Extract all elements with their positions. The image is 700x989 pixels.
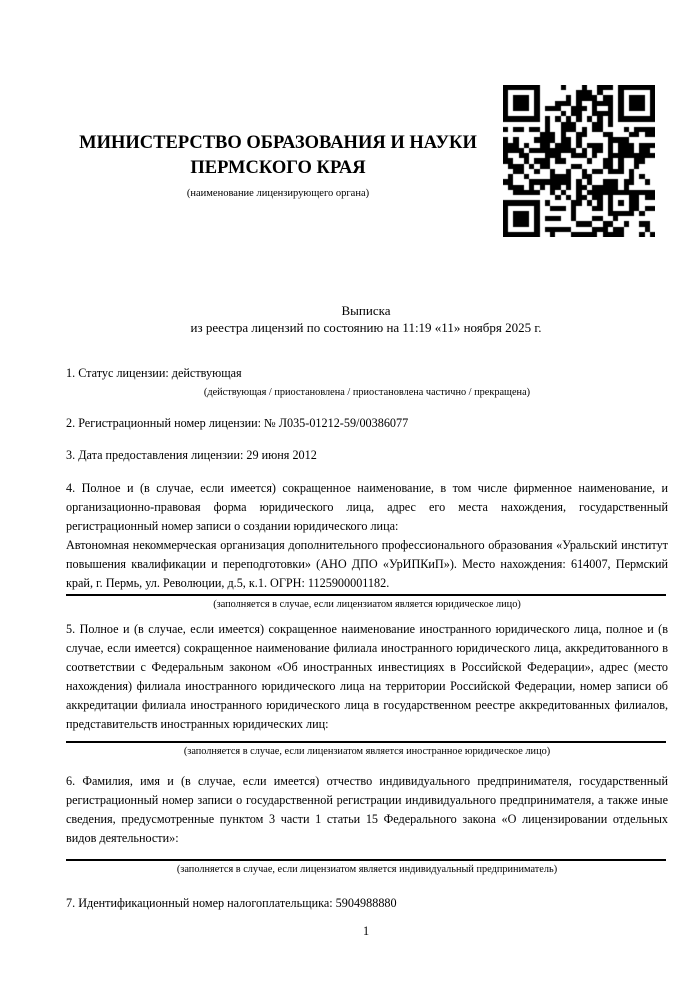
item-4-question: 4. Полное и (в случае, если имеется) сокращенное наименование, в том числе фирменное наименование, и организационно-правовая форма юридического лица, адрес его места нахождения, государственный регистрационный номер записи о создании юридического лица: [66, 481, 668, 533]
ministry-name-line-1: МИНИСТЕРСТВО ОБРАЗОВАНИЯ И НАУКИ [79, 133, 477, 153]
document-title-line-1: Выписка [341, 303, 391, 318]
item-4-fill-caption: (заполняется в случае, если лицензиатом является юридическое лицо) [213, 599, 521, 610]
item-5-fill-caption: (заполняется в случае, если лицензиатом является иностранное юридическое лицо) [183, 746, 551, 757]
qr-code-image [503, 85, 655, 237]
item-1-status-options-caption: (действующая / приостановлена / приостановлена частично / прекращена) [203, 387, 531, 398]
item-4-rule-line [66, 594, 666, 596]
item-1-license-status: 1. Статус лицензии: действующая [66, 366, 242, 380]
document-title-line-2: из реестра лицензий по состоянию на 11:19 «11» ноября 2025 г. [190, 319, 542, 335]
qr-code [503, 85, 655, 237]
ministry-name-line-2: ПЕРМСКОГО КРАЯ [190, 158, 366, 178]
item-7-taxpayer-number: 7. Идентификационный номер налогоплательщика: 5904988880 [66, 896, 397, 910]
item-4-legal-entity-section [66, 479, 668, 593]
item-5-rule-line [66, 741, 666, 743]
document-title [66, 303, 666, 336]
item-2-registration-number: 2. Регистрационный номер лицензии: № Л035-01212-59/00386077 [66, 416, 409, 430]
item-6-fill-caption: (заполняется в случае, если лицензиатом является индивидуальный предприниматель) [176, 864, 558, 875]
item-5-foreign-entity-question: 5. Полное и (в случае, если имеется) сокращенное наименование иностранного юридического лица, полное и (в случае, если имеется) сокращенное наименование филиала иностранного юридического лица, аккредитованного в соответствии с Федеральным законом «Об иностранных инвестициях в Российской Федерации», адрес (место нахождения) филиала иностранного юридического лица на территории Российской Федерации, номер записи об аккредитации филиала иностранного юридического лица в государственном реестре аккредитованных филиалов, представительств иностранных юридических лиц: [66, 622, 668, 731]
item-6-entrepreneur-question: 6. Фамилия, имя и (в случае, если имеется) отчество индивидуального предпринимателя, государственный регистрационный номер записи о государственной регистрации индивидуального предпринимателя, а также иные сведения, предусмотренные пунктом 3 части 1 статьи 15 Федерального закона «О лицензировании отдельных видов деятельности»: [66, 774, 668, 845]
licensing-authority-caption: (наименование лицензирующего органа) [186, 188, 370, 199]
item-6-rule-line [66, 859, 666, 861]
item-4-answer: Автономная некоммерческая организация дополнительного профессионального образования «Уральский институт повышения квалификации и переподготовки» (АНО ДПО «УрИПКиП»). Место нахождения: 614007, Пермский край, г. Пермь, ул. Революции, д.5, к.1. ОГРН: 1125900001182. [66, 538, 668, 590]
item-3-grant-date: 3. Дата предоставления лицензии: 29 июня 2012 [66, 448, 317, 462]
licensing-authority-header [66, 131, 490, 200]
page-number: 1 [362, 924, 370, 938]
